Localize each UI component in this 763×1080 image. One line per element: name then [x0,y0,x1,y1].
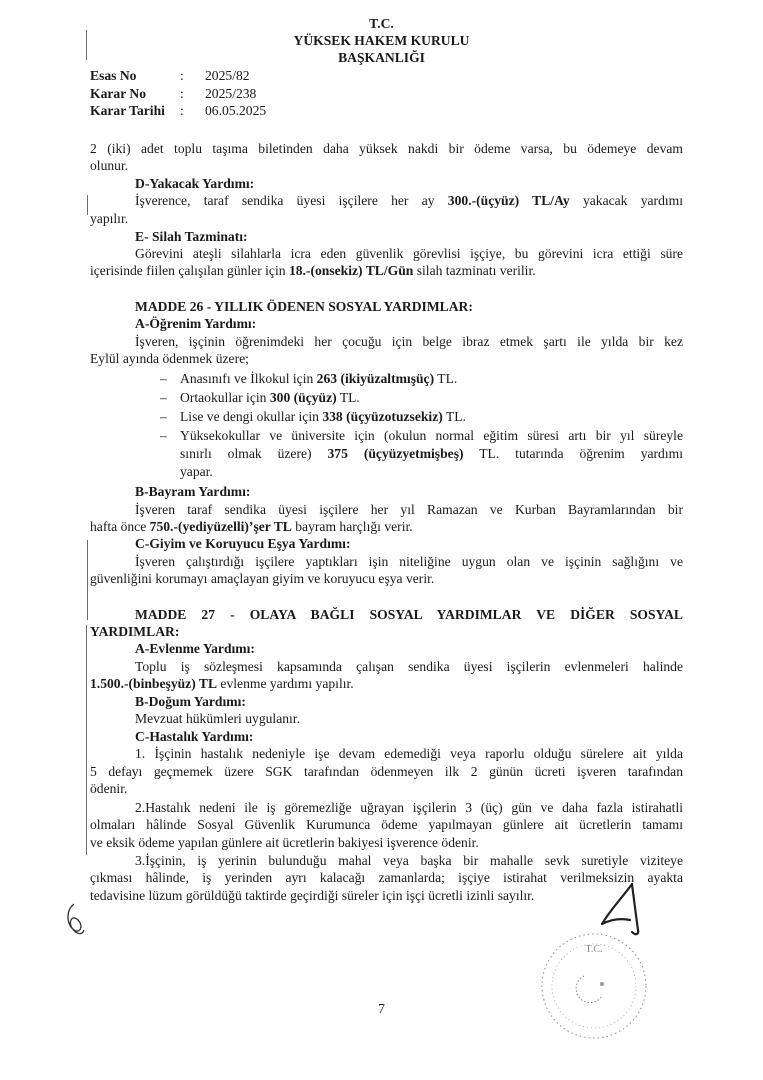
meta-tarih-value: 06.05.2025 [205,103,267,118]
header-tc: T.C. [369,16,394,31]
body-line: güvenliğini korumayı amaçlayan giyim ve koruyucu eşya verir. [90,571,435,586]
body-line: tedavisine lüzum görüldüğü taktirde geçirdiği süreler için işçi ücretli izinli sayılır. [90,888,535,903]
meta-esas-value: 2025/82 [205,68,250,83]
meta-karar-label: Karar No [90,86,147,101]
meta-karar-sep: : [180,86,184,101]
section-title-yakacak: D-Yakacak Yardımı: [135,176,255,191]
list-dash: – [160,371,167,386]
article-27-title-cont: YARDIMLAR: [90,624,180,639]
scan-margin-line [86,625,87,855]
body-line: İşveren taraf sendika üyesi işçilere her yıl Ramazan ve Kurban Bayramlarından bir [135,502,683,517]
scan-margin-line [87,540,88,620]
body-line: 3.İşçinin, iş yerinin bulunduğu mahal veya başka bir mahalle sevk suretiyle viziteye [135,853,683,868]
initial-signature-left [60,900,90,940]
section-title-giyim: C-Giyim ve Koruyucu Eşya Yardımı: [135,536,351,551]
page-number: 7 [378,1001,385,1016]
section-title-bayram: B-Bayram Yardımı: [135,484,251,499]
section-title-silah: E- Silah Tazminatı: [135,229,248,244]
scan-margin-line [87,195,88,215]
body-line: Mevzuat hükümleri uygulanır. [135,711,300,726]
body-line: Görevini ateşli silahlarla icra eden güvenlik görevlisi işçiye, bu görevini icra ettiği süre [135,246,683,261]
body-line: 5 defayı geçmemek üzere SGK tarafından ödenmeyen ilk 2 günün ücreti işveren tarafından [90,764,683,779]
meta-esas-sep: : [180,68,184,83]
body-line: İşveren çalıştırdığı işçilere yaptıkları işin niteliğine uygun olan ve işçinin sağlığını ve [135,554,683,569]
body-line: Eylül ayında ödenmek üzere; [90,351,249,366]
article-27-title: MADDE 27 - OLAYA BAĞLI SOSYAL YARDIMLAR VE DİĞER SOSYAL [135,607,683,622]
official-seal [532,928,657,1043]
body-line: 2 (iki) adet toplu taşıma biletinden daha yüksek nakdi bir ödeme varsa, bu ödemeye devam [90,141,683,156]
section-title-hastalik: C-Hastalık Yardımı: [135,729,254,744]
meta-tarih-sep: : [180,103,184,118]
body-line: İşverence, taraf sendika üyesi işçilere her ay 300.-(üçyüz) TL/Ay yakacak yardımı [135,193,684,208]
body-line: içerisinde fiilen çalışılan günler için 18.-(onsekiz) TL/Gün silah tazminatı verilir. [90,263,536,278]
header-department: BAŞKANLIĞI [338,50,425,65]
list-dash: – [160,428,167,443]
body-line: ödenir. [90,781,128,796]
section-title-evlenme: A-Evlenme Yardımı: [135,641,255,656]
body-line: 1. İşçinin hastalık nedeniyle işe devam edemediği veya raporlu olduğu sürelere ait yılda [135,746,683,761]
body-line: hafta önce 750.-(yediyüzelli)’şer TL bayram harçlığı verir. [90,519,413,534]
list-dash: – [160,409,167,424]
body-line: olunur. [90,158,129,173]
list-item: – Yüksekokullar ve üniversite için (okulun normal eğitim süresi artı bir yıl süreyle sınırlı olmak üzere) 375 (üçyüzyetmişbeş) TL. tutarında öğrenim yardımı yapar. [160,428,683,479]
section-title-dogum: B-Doğum Yardımı: [135,694,246,709]
seal-text: T.C. [585,944,603,955]
meta-tarih-label: Karar Tarihi [90,103,165,118]
header-institution: YÜKSEK HAKEM KURULU [293,33,470,48]
body-line: Toplu iş sözleşmesi kapsamında çalışan sendika üyesi işçilerin evlenmeleri halinde [135,659,683,674]
article-26-title: MADDE 26 - YILLIK ÖDENEN SOSYAL YARDIMLAR: [135,299,473,314]
body-line: 2.Hastalık nedeni ile iş göremezliğe uğrayan işçilerin 3 (üç) gün ve daha fazla istirahatli [135,800,683,815]
list-dash: – [160,390,167,405]
body-line: olmaları hâlinde Sosyal Güvenlik Kurumunca ödeme yapılmayan günlere ait ücretlerin tamamı [90,817,683,832]
body-line: çıkması hâlinde, iş yerinden ayrı kalacağı zamanlarda; işçiye istirahat verilmeksizin ayakta [90,870,683,885]
body-line: İşveren, işçinin öğrenimdeki her çocuğu için belge ibraz etmek şartı ile yılda bir kez [135,334,683,349]
body-line: 1.500.-(binbeşyüz) TL evlenme yardımı yapılır. [90,676,354,691]
body-line: ve eksik ödeme yapılan günlere ait ücretlerin bakiyesi işverence ödenir. [90,835,479,850]
meta-karar-value: 2025/238 [205,86,257,101]
section-title-ogrenim: A-Öğrenim Yardımı: [135,316,257,331]
body-line: yapılır. [90,211,129,226]
meta-esas-label: Esas No [90,68,137,83]
